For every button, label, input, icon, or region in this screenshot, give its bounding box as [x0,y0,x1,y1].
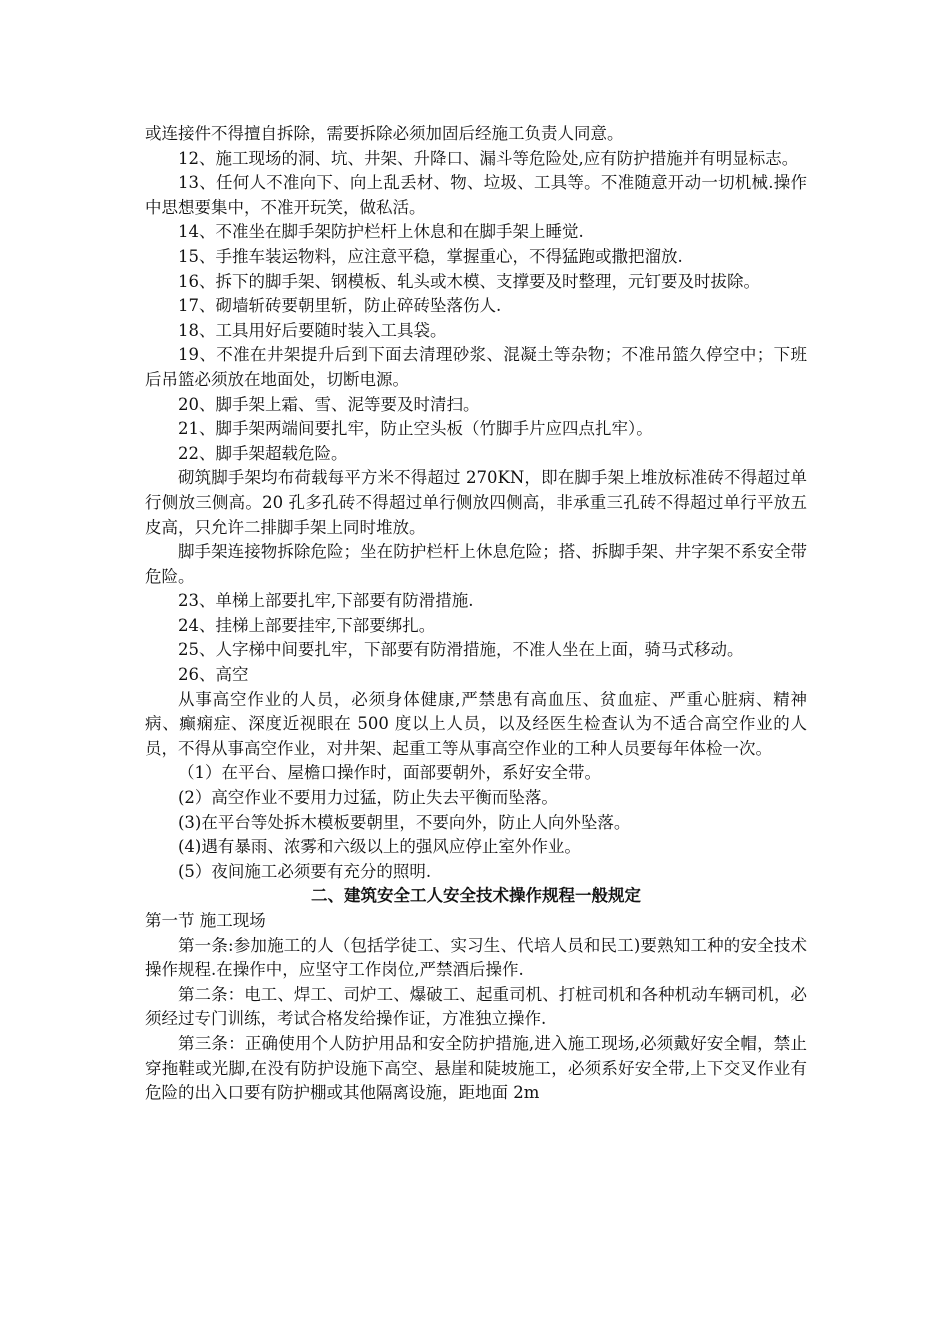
paragraph: 14、不准坐在脚手架防护栏杆上休息和在脚手架上睡觉. [178,222,584,242]
paragraph: 20、脚手架上霜、雪、泥等要及时清扫。 [178,394,480,414]
paragraph: 26、高空 [178,665,249,685]
document-page [145,122,807,1106]
article-list [145,934,807,1106]
paragraph: （1）在平台、屋檐口操作时，面部要朝外，系好安全带。 [178,763,601,783]
paragraph-list [145,122,807,884]
section-heading: 二、建筑安全工人安全技术操作规程一般规定 [311,886,641,906]
paragraph: 24、挂梯上部要挂牢,下部要绑扎。 [178,615,436,635]
paragraph: (4)遇有暴雨、浓雾和六级以上的强风应停止室外作业。 [178,837,581,857]
paragraph: 13、任何人不准向下、向上乱丢材、物、垃圾、工具等。不准随意开动一切机械.操作中思想要集中，不准开玩笑，做私活。 [145,173,807,217]
paragraph: 砌筑脚手架均布荷载每平方米不得超过 270KN，即在脚手架上堆放标准砖不得超过单行侧放三侧高。20 孔多孔砖不得超过单行侧放四侧高，非承重三孔砖不得超过单行平放五皮高，只允许二排脚手架上同时堆放。 [145,468,807,537]
paragraph: 21、脚手架两端间要扎牢，防止空头板（竹脚手片应四点扎牢）。 [178,419,653,439]
article-paragraph: 第一条:参加施工的人（包括学徒工、实习生、代培人员和民工)要熟知工种的安全技术操作规程.在操作中，应坚守工作岗位,严禁酒后操作. [145,935,807,980]
article-paragraph: 第二条：电工、焊工、司炉工、爆破工、起重司机、打桩司机和各种机动车辆司机，必须经过专门训练，考试合格发给操作证，方准独立操作. [145,984,807,1029]
paragraph: 12、施工现场的洞、坑、井架、升降口、漏斗等危险处,应有防护措施并有明显标志。 [178,148,799,168]
paragraph: 25、人字梯中间要扎牢，下部要有防滑措施，不准人坐在上面，骑马式移动。 [178,640,744,660]
paragraph: (3)在平台等处拆木模板要朝里，不要向外，防止人向外坠落。 [178,812,631,832]
paragraph: (5）夜间施工必须要有充分的照明. [178,861,432,881]
paragraph: 23、单梯上部要扎牢,下部要有防滑措施. [178,591,474,611]
paragraph: 16、拆下的脚手架、钢模板、轧头或木模、支撑要及时整理，元钉要及时拔除。 [178,271,760,291]
section-title: 第一节 施工现场 [145,911,266,930]
paragraph: 19、不准在井架提升后到下面去清理砂浆、混凝土等杂物；不准吊篮久停空中；下班后吊篮必须放在地面处，切断电源。 [145,345,807,389]
paragraph: 22、脚手架超载危险。 [178,443,348,463]
paragraph: 脚手架连接物拆除危险；坐在防护栏杆上休息危险；搭、拆脚手架、井字架不系安全带危险。 [145,542,807,586]
paragraph: 从事高空作业的人员，必须身体健康,严禁患有高血压、贫血症、严重心脏病、精神病、癫痫症、深度近视眼在 500 度以上人员，以及经医生检查认为不适合高空作业的人员，不得从事高空作业，对井架、起重工等从事高空作业的工种人员要每年体检一次。 [145,689,807,758]
paragraph: 15、手推车装运物料，应注意平稳，掌握重心，不得猛跑或撒把溜放. [178,246,683,266]
paragraph: 17、砌墙斩砖要朝里斩，防止碎砖坠落伤人. [178,296,502,316]
article-paragraph: 第三条：正确使用个人防护用品和安全防护措施,进入施工现场,必须戴好安全帽，禁止穿拖鞋或光脚,在没有防护设施下高空、悬崖和陡坡施工，必须系好安全带,上下交叉作业有危险的出入口要有防护棚或其他隔离设施，距地面 2m [145,1033,807,1103]
paragraph: 18、工具用好后要随时装入工具袋。 [178,320,447,340]
paragraph: (2）高空作业不要用力过猛，防止失去平衡而坠落。 [178,788,558,808]
paragraph: 或连接件不得擅自拆除，需要拆除必须加固后经施工负责人同意。 [145,124,624,143]
